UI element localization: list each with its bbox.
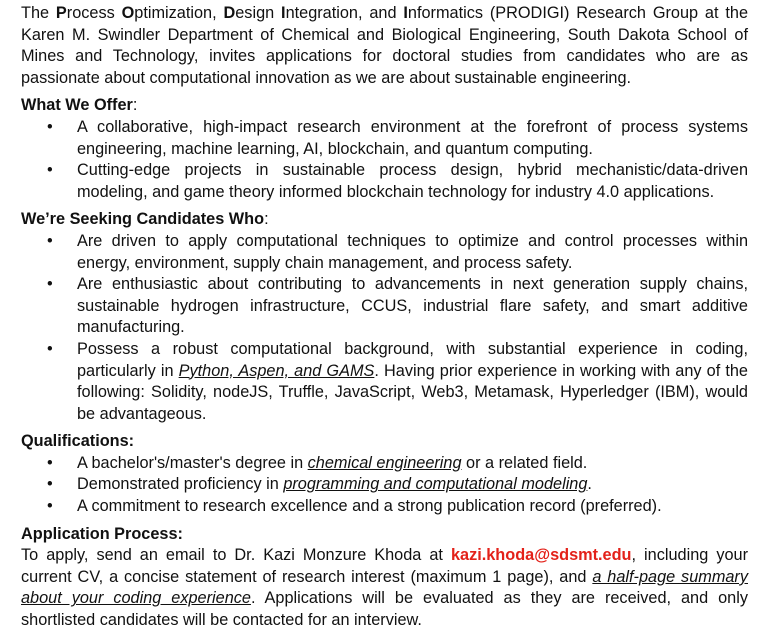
list-item: • Demonstrated proficiency in programming and computational modeling. bbox=[21, 474, 748, 496]
programming-link: programming and computational modeling bbox=[283, 475, 588, 494]
bullet-icon: • bbox=[47, 497, 53, 516]
list-item: • A bachelor's/master's degree in chemical engineering or a related field. bbox=[21, 453, 748, 475]
offer-heading: What We Offer: bbox=[21, 96, 138, 115]
list-item: • Are enthusiastic about contributing to advancements in next generation supply chains, sustainable hydrogen infrastructure, CCUS, industrial flare safety, and smart additive manufacturing. bbox=[47, 275, 748, 337]
bullet-icon: • bbox=[47, 231, 53, 250]
bullet-icon: • bbox=[47, 275, 53, 294]
acronym-letter: I bbox=[403, 4, 408, 22]
offer-list bbox=[21, 117, 748, 203]
bullet-icon: • bbox=[47, 453, 53, 472]
intro-text: nformatics (PRODIGI) Research Group at the Karen M. Swindler Department of Chemical and Biological Engineering, South Dakota School of Mines and Technology, invites applications for doctoral studies from candidates who are as passionate about computational innovation as we are about sustainable engineering. bbox=[21, 4, 748, 87]
list-item: • Possess a robust computational background, with substantial experience in coding, particularly in Python, Aspen, and GAMS. Having prior experience in working with any of the following: Solidity, nodeJS, Truffle, JavaScript, Web3, Metamask, Hyperledger (IBM), would be advantageous. bbox=[47, 339, 748, 423]
bullet-icon: • bbox=[47, 475, 53, 494]
email-link[interactable]: kazi.khoda@sdsmt.edu bbox=[450, 546, 632, 565]
bullet-icon: • bbox=[47, 339, 53, 358]
acronym-letter: P bbox=[55, 4, 67, 22]
qualifications-list bbox=[21, 453, 748, 518]
intro-text: rocess bbox=[66, 4, 122, 22]
intro-text: The bbox=[21, 4, 56, 22]
bullet-icon: • bbox=[47, 117, 53, 136]
acronym-letter: I bbox=[281, 4, 286, 22]
list-item: • Cutting-edge projects in sustainable process design, hybrid mechanistic/data-driven modeling, and game theory informed blockchain technology for industry 4.0 applications. bbox=[47, 161, 748, 201]
qualifications-heading: Qualifications: bbox=[21, 432, 135, 451]
acronym-letter: D bbox=[223, 4, 236, 22]
application-paragraph: To apply, send an email to Dr. Kazi Monzure Khoda at kazi.khoda@sdsmt.edu, including your current CV, a concise statement of research interest (maximum 1 page), and a half-page summary about your coding experience. Applications will be evaluated as they are received, and only shortlisted candidates will be contacted for an interview. bbox=[21, 546, 748, 630]
list-item: • Are driven to apply computational techniques to optimize and control processes within energy, environment, supply chain management, and process safety. bbox=[47, 231, 748, 272]
acronym-letter: O bbox=[121, 4, 135, 22]
application-heading: Application Process: bbox=[21, 524, 183, 543]
intro-text: ntegration, and bbox=[285, 4, 404, 22]
list-item: • A commitment to research excellence and a strong publication record (preferred). bbox=[21, 496, 748, 518]
list-item: • A collaborative, high-impact research environment at the forefront of process systems engineering, machine learning, AI, blockchain, and quantum computing. bbox=[47, 117, 748, 158]
intro-text: ptimization, bbox=[134, 4, 224, 22]
coding-summary-link: a half-page summary about your coding experience bbox=[21, 567, 748, 608]
intro-paragraph bbox=[21, 3, 748, 89]
seeking-heading: We’re Seeking Candidates Who: bbox=[21, 210, 269, 229]
skills-link: Python, Aspen, and GAMS bbox=[178, 361, 375, 380]
seeking-list bbox=[21, 231, 748, 425]
chemical-engineering-link: chemical engineering bbox=[307, 453, 462, 472]
intro-text: esign bbox=[235, 4, 282, 22]
bullet-icon: • bbox=[47, 161, 53, 180]
